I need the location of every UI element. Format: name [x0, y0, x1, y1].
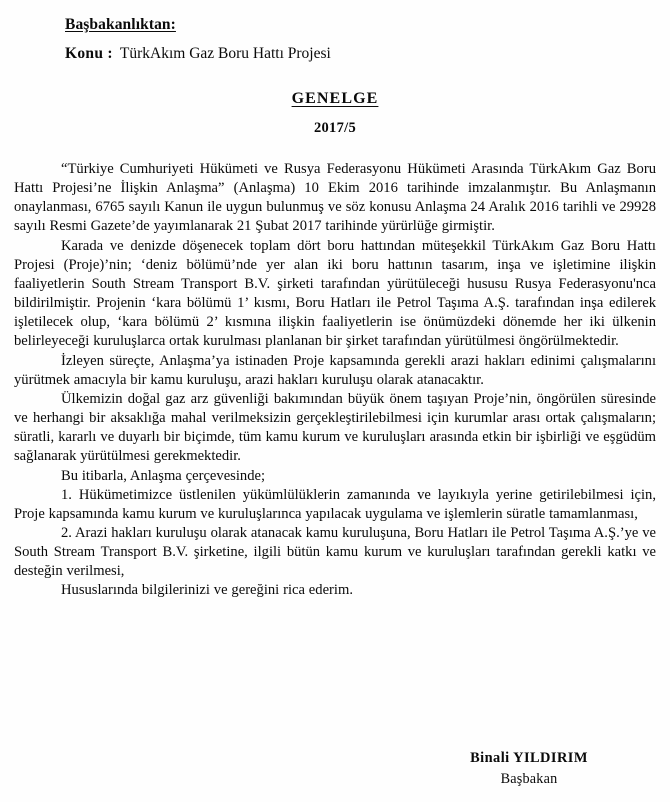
paragraph: Bu itibarla, Anlaşma çerçevesinde; — [61, 467, 266, 484]
paragraph: İzleyen süreçte, Anlaşma’ya istinaden Proje kapsamında gerekli arazi hakları edinimi çalışmalarını yürütmek amacıyla bir kamu kuruluşu, arazi hakları kuruluşu olarak atanacaktır. — [14, 352, 656, 388]
signatory-name: Binali YILDIRIM — [470, 750, 588, 766]
document-title-block — [0, 90, 670, 137]
subject-label: Konu : — [65, 45, 113, 63]
subject-row — [65, 43, 625, 65]
page-title: GENELGE — [291, 90, 379, 107]
circular-number: 2017/5 — [313, 120, 357, 136]
signatory-title: Başbakan — [500, 770, 558, 787]
numbered-item: 2. Arazi hakları kuruluşu olarak atanacak kamu kuruluşuna, Boru Hatları ile Petrol Taşıma A.Ş.’ye ve South Stream Transport B.V. şirketine, ilgili bütün kamu kurum ve kuruluşları tarafından gerekli katkı ve desteğin verilmesi, — [14, 524, 656, 580]
numbered-item: 1. Hükümetimizce üstlenilen yükümlülüklerin zamanında ve layıkıyla yerine getirilebilmesi için, Proje kapsamında kamu kurum ve kuruluşlarınca yapılacak uygulama ve işlemlerin süratle tamamlanması, — [14, 486, 656, 522]
paragraph: Karada ve denizde döşenecek toplam dört boru hattından müteşekkil TürkAkım Gaz Boru Hattı Projesi (Proje)’nin; ‘deniz bölümü’nde yer alan iki boru hattının tasarım, inşa ve işletimine ilişkin faaliyetlerin South Stream Transport B.V. şirketi tarafından yürütüleceği hususu Rusya Federasyonu'nca bildirilmiştir. Projenin ‘kara bölümü 1’ kısmı, Boru Hatları ile Petrol Taşıma A.Ş. tarafından inşa edilerek işletilecek olup, ‘kara bölümü 2’ kısmına ilişkin faaliyetlerin ise önümüzdeki dönemde her iki ülkenin belirleyeceği kuruluşlarca ortak kurulması planlanan bir şirket tarafından yürütülmesi öngörülmektedir. — [14, 237, 656, 350]
document-header — [65, 14, 625, 66]
paragraph: Ülkemizin doğal gaz arz güvenliği bakımından büyük önem taşıyan Proje’nin, öngörülen süresinde ve herhangi bir aksaklığa mahal verilmeksizin gerçekleştirilebilmesi için kurumlar arası ortak çalışmaların; süratli, kararlı ve duyarlı bir biçimde, tüm kamu kurum ve kuruluşları arasında etkin bir işbirliği ve eşgüdüm sağlanarak yürütülmesi gerekmektedir. — [14, 390, 656, 465]
issuing-authority-line: Başbakanlıktan: — [65, 16, 176, 33]
paragraph: “Türkiye Cumhuriyeti Hükümeti ve Rusya Federasyonu Hükümeti Arasında TürkAkım Gaz Boru Hattı Projesi’ne İlişkin Anlaşma” (Anlaşma) 10 Ekim 2016 tarihinde imzalanmıştır. Bu Anlaşmanın onaylanması, 6765 sayılı Kanun ile uygun bulunmuş ve söz konusu Anlaşma 24 Aralık 2016 tarihli ve 29928 sayılı Resmi Gazete’de yayımlanarak 21 Şubat 2017 tarihinde yürürlüğe girmiştir. — [14, 161, 656, 235]
document-body — [14, 160, 656, 601]
signature-block — [400, 748, 658, 789]
subject-value: TürkAkım Gaz Boru Hattı Projesi — [119, 45, 331, 63]
closing-paragraph: Hususlarında bilgilerinizi ve gereğini rica ederim. — [61, 582, 353, 599]
